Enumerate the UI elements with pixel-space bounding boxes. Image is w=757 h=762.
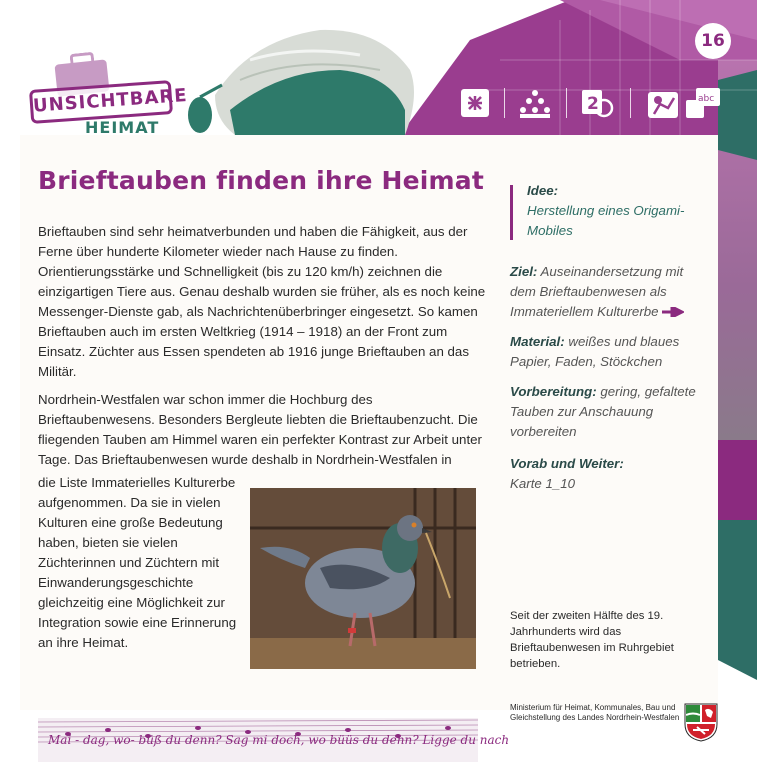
material-text: weißes und blaues Papier, Faden, Stöckchen	[510, 334, 680, 369]
group-icon	[518, 86, 552, 120]
language-icon	[686, 86, 720, 120]
ziel-block	[510, 262, 710, 322]
article-paragraph-2-continued: die Liste Immaterielles Kulturerbe aufgenommen. Da sie in vielen Kulturen eine große Bedeutung haben, bieten sie vielen Züchterinnen und Züchtern mit Einwanderungsgeschichte gleichzeitig eine Möglichkeit zur Integration sowie eine Erinnerung an ihre Heimat.	[38, 475, 237, 650]
idee-label: Idee:	[527, 183, 559, 198]
idee-box	[527, 181, 707, 241]
card-number-badge: 16	[695, 23, 731, 59]
icon-number-label: 2	[587, 94, 599, 114]
arrow-right-icon	[662, 307, 684, 317]
idee-accent-bar	[510, 185, 513, 240]
song-lyrics: Mai - dag, wo- büß du denn? Sag mi doch, wo büüs du denn? Ligge du nach	[48, 733, 510, 747]
vorbereitung-block	[510, 382, 710, 442]
icon-divider	[630, 88, 631, 118]
hands-on-icon	[646, 86, 680, 120]
material-block	[510, 332, 710, 372]
pigeon-photo	[250, 488, 476, 669]
icon-divider	[566, 88, 567, 118]
material-label: Material:	[510, 334, 565, 349]
ziel-text: Auseinandersetzung mit dem Brieftaubenwesen als Immateriellem Kulturerbe	[510, 264, 684, 319]
nrw-crest-icon	[683, 702, 719, 742]
side-note: Seit der zweiten Hälfte des 19. Jahrhunderts wird das Brieftaubenwesen im Ruhrgebiet betrieben.	[510, 610, 674, 670]
vorab-label: Vorab und Weiter:	[510, 456, 624, 471]
vorbereitung-label: Vorbereitung:	[510, 384, 597, 399]
idee-text: Herstellung eines Origami-Mobiles	[527, 203, 685, 238]
icon-divider	[504, 88, 505, 118]
article-paragraph-1: Brieftauben sind sehr heimatverbunden und haben die Fähigkeit, aus der Ferne über hunderte Kilometer wieder nach Hause zu finden. Orientierungsstärke und Schnelligkeit (bis zu 120 km/h) zeichnen die einzigartigen Tiere aus. Genau deshalb wurden sie früher, als es noch keine Messenger-Dienste gab, als Nachrichtenüberbringer eingesetzt. So kamen Brieftauben auch im ersten Weltkrieg (1914 – 1918) an der Front zum Einsatz. Züchter aus Essen spendeten ab 1916 junge Brieftauben an das Militär.	[38, 224, 486, 379]
vorab-text: Karte 1_10	[510, 476, 576, 491]
logo-heimat: HEIMAT	[85, 118, 160, 137]
number-cards-icon	[580, 86, 614, 120]
vorab-block	[510, 454, 710, 494]
logo-unsichtbare: UNSICHTBARE	[29, 80, 173, 124]
icon-abc-label: abc	[698, 94, 715, 104]
ministry-credit: Ministerium für Heimat, Kommunales, Bau und Gleichstellung des Landes Nordrhein-Westfalen	[510, 703, 680, 722]
article-paragraph-2: Nordrhein-Westfalen war schon immer die Hochburg des Brieftaubenwesens. Besonders Bergleute liebten die Brieftaubenzucht. Die fliegenden Tauben am Himmel waren ein perfekter Kontrast zur Arbeit unter Tage. Das Brieftaubenwesen wurde deshalb in Nordrhein-Westfalen in	[38, 392, 482, 467]
ziel-label: Ziel:	[510, 264, 538, 279]
puzzle-icon	[458, 86, 492, 120]
vorbereitung-text: gering, gefaltete Tauben zur Anschauung vorbereiten	[510, 384, 696, 439]
article-title: Brieftauben finden ihre Heimat	[38, 166, 485, 195]
